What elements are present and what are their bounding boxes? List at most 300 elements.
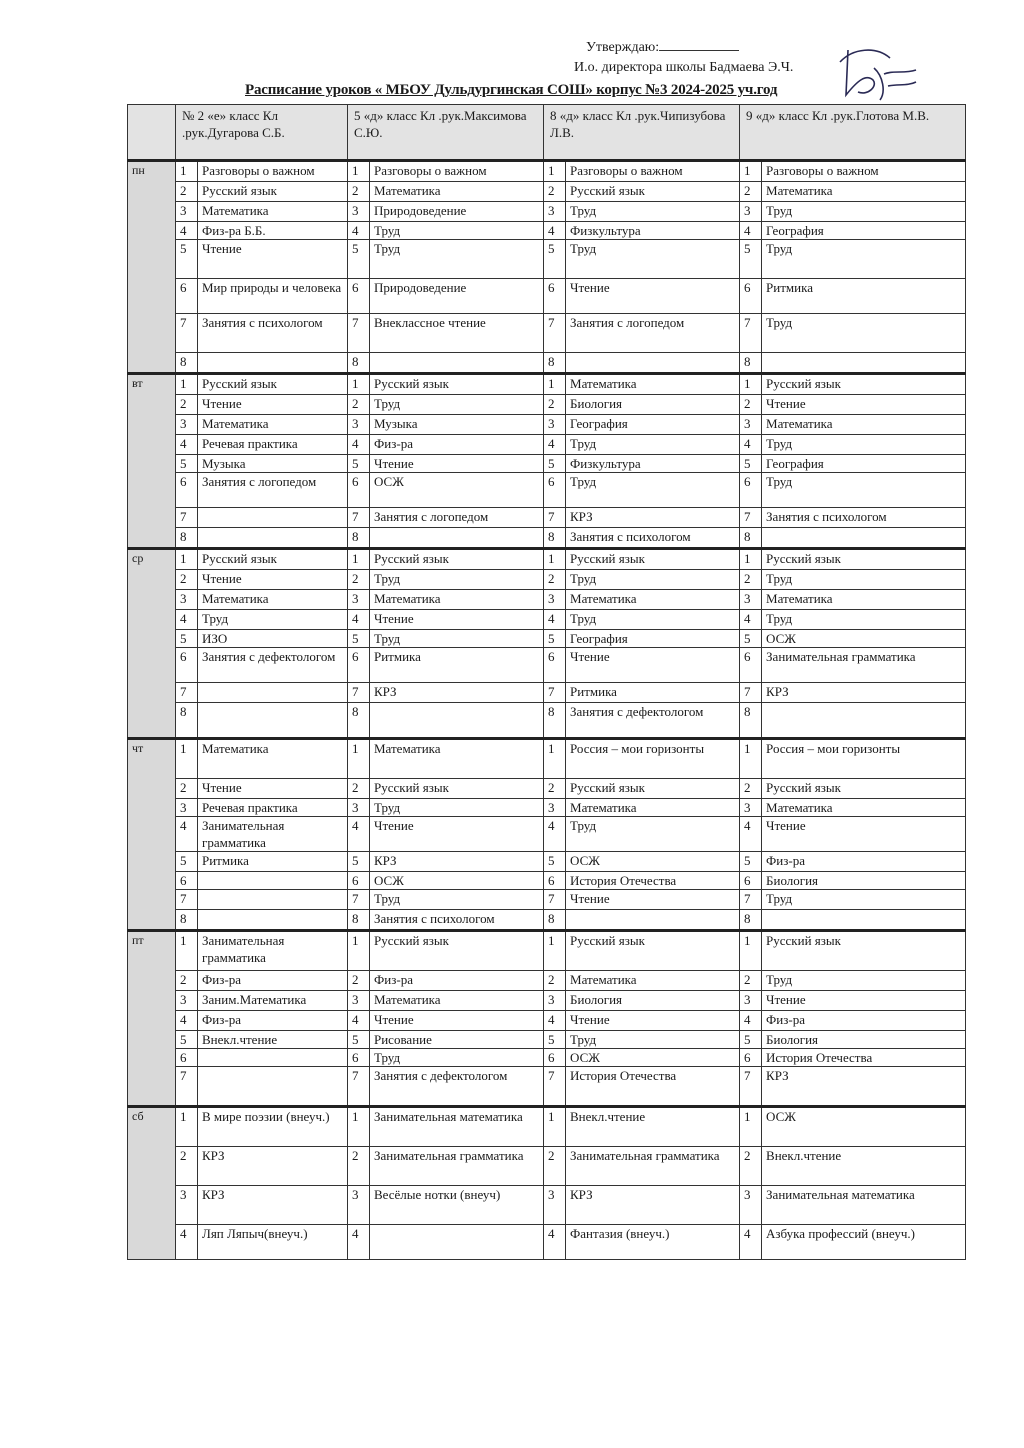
lesson-number: 2 xyxy=(740,1147,762,1186)
table-row xyxy=(128,240,966,279)
lesson-subject: Физ-ра xyxy=(762,852,966,872)
lesson-number: 2 xyxy=(348,971,370,991)
class-header-5d: 5 «д» класс Кл .рук.Максимова С.Ю. xyxy=(348,105,544,161)
lesson-subject: Русский язык xyxy=(370,931,544,971)
lesson-number: 5 xyxy=(176,852,198,872)
lesson-subject: Речевая практика xyxy=(198,435,348,455)
lesson-subject: Русский язык xyxy=(198,374,348,395)
lesson-number: 5 xyxy=(544,1031,566,1049)
class-header-8d: 8 «д» класс Кл .рук.Чипизубова Л.В. xyxy=(544,105,740,161)
approval-block xyxy=(574,38,793,78)
lesson-number: 4 xyxy=(740,610,762,630)
page-title: Расписание уроков « МБОУ Дульдургинская СОШ» корпус №3 2024-2025 уч.год xyxy=(245,82,778,98)
lesson-number: 7 xyxy=(176,890,198,910)
table-row xyxy=(128,279,966,314)
lesson-subject: Физ-ра xyxy=(762,1011,966,1031)
day-label: пт xyxy=(128,931,176,1107)
lesson-number: 2 xyxy=(176,779,198,799)
lesson-number: 5 xyxy=(348,1031,370,1049)
lesson-number: 4 xyxy=(176,610,198,630)
lesson-number: 2 xyxy=(740,395,762,415)
lesson-subject: Чтение xyxy=(370,817,544,852)
lesson-number: 7 xyxy=(740,683,762,703)
lesson-subject: Чтение xyxy=(566,890,740,910)
lesson-subject: КРЗ xyxy=(566,508,740,528)
lesson-number: 6 xyxy=(740,648,762,683)
lesson-number: 6 xyxy=(348,872,370,890)
lesson-subject: Труд xyxy=(566,610,740,630)
header-row xyxy=(128,105,966,161)
lesson-subject: КРЗ xyxy=(198,1186,348,1225)
lesson-subject xyxy=(566,910,740,931)
lesson-subject: Русский язык xyxy=(370,549,544,570)
table-row xyxy=(128,1067,966,1107)
table-row xyxy=(128,971,966,991)
lesson-number: 1 xyxy=(176,161,198,182)
lesson-subject: Чтение xyxy=(762,817,966,852)
table-row xyxy=(128,890,966,910)
lesson-number: 1 xyxy=(176,549,198,570)
lesson-subject: Занятия с дефектологом xyxy=(198,648,348,683)
lesson-subject xyxy=(370,1225,544,1260)
lesson-subject xyxy=(198,528,348,549)
lesson-number: 2 xyxy=(348,395,370,415)
lesson-number: 2 xyxy=(544,570,566,590)
lesson-subject: ОСЖ xyxy=(566,1049,740,1067)
lesson-number: 2 xyxy=(348,570,370,590)
lesson-subject xyxy=(198,1049,348,1067)
lesson-number: 1 xyxy=(348,161,370,182)
lesson-number: 6 xyxy=(740,872,762,890)
lesson-number: 1 xyxy=(544,549,566,570)
lesson-number: 2 xyxy=(544,779,566,799)
lesson-subject: КРЗ xyxy=(370,852,544,872)
lesson-subject: Занятия с психологом xyxy=(762,508,966,528)
lesson-number: 8 xyxy=(176,528,198,549)
lesson-subject: Математика xyxy=(566,590,740,610)
lesson-number: 8 xyxy=(740,528,762,549)
lesson-number: 6 xyxy=(348,648,370,683)
lesson-number: 3 xyxy=(348,590,370,610)
lesson-number: 7 xyxy=(740,890,762,910)
lesson-number: 4 xyxy=(348,435,370,455)
lesson-number: 3 xyxy=(544,1186,566,1225)
lesson-number: 4 xyxy=(544,817,566,852)
lesson-number: 7 xyxy=(544,314,566,353)
lesson-subject: Труд xyxy=(370,222,544,240)
lesson-number: 5 xyxy=(740,1031,762,1049)
table-row xyxy=(128,570,966,590)
lesson-number: 4 xyxy=(544,435,566,455)
lesson-subject: Труд xyxy=(566,240,740,279)
lesson-subject xyxy=(198,683,348,703)
lesson-subject: Чтение xyxy=(370,610,544,630)
lesson-subject: География xyxy=(762,455,966,473)
lesson-subject: Чтение xyxy=(762,991,966,1011)
lesson-number: 5 xyxy=(544,852,566,872)
lesson-number: 7 xyxy=(176,1067,198,1107)
lesson-subject: Физ-ра xyxy=(198,1011,348,1031)
lesson-subject: Математика xyxy=(566,374,740,395)
lesson-subject: Занятия с психологом xyxy=(370,910,544,931)
lesson-number: 3 xyxy=(348,202,370,222)
lesson-subject: Чтение xyxy=(762,395,966,415)
lesson-subject: Физкультура xyxy=(566,222,740,240)
schedule-body xyxy=(128,161,966,1260)
class-header-2e xyxy=(176,105,348,161)
lesson-number: 2 xyxy=(740,570,762,590)
lesson-number: 8 xyxy=(348,910,370,931)
lesson-subject: Физ-ра xyxy=(198,971,348,991)
lesson-number: 2 xyxy=(176,971,198,991)
table-row xyxy=(128,222,966,240)
lesson-subject xyxy=(762,910,966,931)
lesson-number: 6 xyxy=(544,279,566,314)
lesson-subject: Труд xyxy=(762,971,966,991)
lesson-subject: Чтение xyxy=(198,395,348,415)
lesson-number: 4 xyxy=(740,1011,762,1031)
lesson-subject: Труд xyxy=(370,630,544,648)
lesson-subject xyxy=(198,910,348,931)
lesson-number: 8 xyxy=(544,910,566,931)
lesson-number: 8 xyxy=(176,910,198,931)
table-row xyxy=(128,374,966,395)
table-row xyxy=(128,852,966,872)
lesson-number: 8 xyxy=(176,703,198,739)
lesson-number: 7 xyxy=(740,508,762,528)
lesson-number: 1 xyxy=(176,931,198,971)
lesson-number: 2 xyxy=(544,182,566,202)
lesson-subject xyxy=(198,890,348,910)
lesson-number: 6 xyxy=(348,473,370,508)
day-label: вт xyxy=(128,374,176,549)
lesson-subject: Россия – мои горизонты xyxy=(566,739,740,779)
lesson-number: 2 xyxy=(544,971,566,991)
lesson-subject: Математика xyxy=(566,971,740,991)
lesson-number: 5 xyxy=(544,455,566,473)
lesson-number: 5 xyxy=(740,630,762,648)
lesson-number: 5 xyxy=(740,455,762,473)
table-row xyxy=(128,1225,966,1260)
lesson-subject: Разговоры о важном xyxy=(370,161,544,182)
lesson-number: 3 xyxy=(740,415,762,435)
lesson-number: 6 xyxy=(348,1049,370,1067)
lesson-number: 1 xyxy=(176,374,198,395)
table-row xyxy=(128,991,966,1011)
lesson-number: 2 xyxy=(348,1147,370,1186)
lesson-number: 3 xyxy=(740,991,762,1011)
lesson-number: 5 xyxy=(348,630,370,648)
lesson-number: 1 xyxy=(348,739,370,779)
lesson-subject: Занятия с логопедом xyxy=(566,314,740,353)
lesson-subject: Труд xyxy=(566,817,740,852)
table-row xyxy=(128,435,966,455)
lesson-number: 2 xyxy=(740,182,762,202)
lesson-number: 5 xyxy=(348,455,370,473)
lesson-number: 7 xyxy=(544,508,566,528)
lesson-subject: Занятия с дефектологом xyxy=(370,1067,544,1107)
lesson-number: 7 xyxy=(176,314,198,353)
lesson-subject: Труд xyxy=(566,1031,740,1049)
table-row xyxy=(128,1186,966,1225)
lesson-number: 6 xyxy=(740,473,762,508)
lesson-subject: Биология xyxy=(762,872,966,890)
lesson-number: 3 xyxy=(544,415,566,435)
lesson-subject: Природоведение xyxy=(370,279,544,314)
lesson-subject: Труд xyxy=(370,799,544,817)
lesson-subject: КРЗ xyxy=(370,683,544,703)
lesson-number: 2 xyxy=(544,1147,566,1186)
lesson-subject: Труд xyxy=(566,473,740,508)
lesson-number: 8 xyxy=(348,703,370,739)
lesson-subject: Музыка xyxy=(370,415,544,435)
lesson-number: 4 xyxy=(740,222,762,240)
lesson-number: 7 xyxy=(348,890,370,910)
table-row xyxy=(128,779,966,799)
lesson-subject: Математика xyxy=(370,182,544,202)
lesson-number: 4 xyxy=(740,817,762,852)
lesson-number: 3 xyxy=(348,1186,370,1225)
lesson-subject: ОСЖ xyxy=(370,872,544,890)
lesson-number: 5 xyxy=(176,455,198,473)
lesson-subject: Россия – мои горизонты xyxy=(762,739,966,779)
lesson-subject: Русский язык xyxy=(762,374,966,395)
lesson-subject: Музыка xyxy=(198,455,348,473)
lesson-number: 3 xyxy=(348,799,370,817)
lesson-number: 3 xyxy=(544,799,566,817)
lesson-number: 2 xyxy=(544,395,566,415)
lesson-number: 6 xyxy=(176,872,198,890)
approval-director: И.о. директора школы Бадмаева Э.Ч. xyxy=(574,60,794,75)
table-row xyxy=(128,610,966,630)
lesson-subject: История Отечества xyxy=(566,1067,740,1107)
lesson-subject: Русский язык xyxy=(762,549,966,570)
lesson-subject: Труд xyxy=(762,314,966,353)
lesson-subject: Фантазия (внеуч.) xyxy=(566,1225,740,1260)
lesson-number: 3 xyxy=(176,202,198,222)
lesson-subject: Труд xyxy=(370,570,544,590)
lesson-subject: Труд xyxy=(370,1049,544,1067)
lesson-subject: Русский язык xyxy=(370,374,544,395)
lesson-subject: Разговоры о важном xyxy=(762,161,966,182)
lesson-subject: Занимательная грамматика xyxy=(370,1147,544,1186)
lesson-number: 6 xyxy=(544,473,566,508)
lesson-number: 5 xyxy=(176,630,198,648)
lesson-subject: ОСЖ xyxy=(762,1107,966,1147)
lesson-number: 4 xyxy=(544,610,566,630)
lesson-subject: Математика xyxy=(566,799,740,817)
lesson-subject: Физкультура xyxy=(566,455,740,473)
table-row xyxy=(128,931,966,971)
lesson-subject: Русский язык xyxy=(566,549,740,570)
day-label: сб xyxy=(128,1107,176,1260)
lesson-subject: Внекл.чтение xyxy=(566,1107,740,1147)
table-row xyxy=(128,1011,966,1031)
lesson-number: 8 xyxy=(176,353,198,374)
lesson-number: 3 xyxy=(544,991,566,1011)
lesson-subject xyxy=(370,528,544,549)
table-row xyxy=(128,683,966,703)
lesson-subject: География xyxy=(762,222,966,240)
lesson-number: 3 xyxy=(544,590,566,610)
lesson-subject: Чтение xyxy=(566,648,740,683)
table-row xyxy=(128,473,966,508)
table-row xyxy=(128,182,966,202)
lesson-subject: Математика xyxy=(198,739,348,779)
lesson-number: 4 xyxy=(740,1225,762,1260)
lesson-subject xyxy=(762,703,966,739)
lesson-subject: Труд xyxy=(762,890,966,910)
lesson-subject: Ритмика xyxy=(566,683,740,703)
lesson-number: 3 xyxy=(740,1186,762,1225)
lesson-subject: Русский язык xyxy=(566,182,740,202)
lesson-number: 1 xyxy=(348,1107,370,1147)
table-row xyxy=(128,703,966,739)
lesson-number: 4 xyxy=(176,1225,198,1260)
lesson-number: 8 xyxy=(544,353,566,374)
lesson-subject: Труд xyxy=(370,240,544,279)
table-row xyxy=(128,549,966,570)
lesson-subject xyxy=(198,1067,348,1107)
lesson-subject: Занятия с психологом xyxy=(198,314,348,353)
lesson-number: 4 xyxy=(176,435,198,455)
table-row xyxy=(128,872,966,890)
lesson-number: 5 xyxy=(348,852,370,872)
lesson-number: 1 xyxy=(740,549,762,570)
lesson-subject: Математика xyxy=(370,590,544,610)
lesson-subject: Математика xyxy=(198,590,348,610)
lesson-number: 4 xyxy=(176,222,198,240)
lesson-subject: Русский язык xyxy=(198,549,348,570)
lesson-number: 7 xyxy=(348,508,370,528)
lesson-number: 1 xyxy=(544,374,566,395)
lesson-subject: Внеклассное чтение xyxy=(370,314,544,353)
lesson-number: 5 xyxy=(176,240,198,279)
lesson-subject: Занятия с логопедом xyxy=(370,508,544,528)
lesson-subject: КРЗ xyxy=(566,1186,740,1225)
lesson-number: 1 xyxy=(348,549,370,570)
lesson-subject: КРЗ xyxy=(762,683,966,703)
lesson-subject: В мире поэзии (внеуч.) xyxy=(198,1107,348,1147)
lesson-subject: Ритмика xyxy=(198,852,348,872)
lesson-subject: Биология xyxy=(566,991,740,1011)
lesson-subject: КРЗ xyxy=(762,1067,966,1107)
lesson-subject: История Отечества xyxy=(762,1049,966,1067)
lesson-number: 5 xyxy=(544,240,566,279)
lesson-number: 2 xyxy=(176,182,198,202)
lesson-number: 6 xyxy=(544,648,566,683)
lesson-subject: Русский язык xyxy=(762,779,966,799)
table-row xyxy=(128,590,966,610)
lesson-number: 4 xyxy=(740,435,762,455)
table-row xyxy=(128,799,966,817)
lesson-number: 8 xyxy=(348,528,370,549)
table-row xyxy=(128,395,966,415)
lesson-subject: Ритмика xyxy=(370,648,544,683)
day-label: чт xyxy=(128,739,176,931)
lesson-number: 1 xyxy=(544,931,566,971)
lesson-number: 7 xyxy=(544,683,566,703)
lesson-number: 1 xyxy=(348,931,370,971)
lesson-number: 7 xyxy=(544,890,566,910)
lesson-subject: Занимательная грамматика xyxy=(762,648,966,683)
lesson-subject: Математика xyxy=(762,590,966,610)
lesson-subject xyxy=(198,508,348,528)
day-label: ср xyxy=(128,549,176,739)
lesson-subject: Труд xyxy=(762,435,966,455)
lesson-subject: Труд xyxy=(566,202,740,222)
lesson-subject: КРЗ xyxy=(198,1147,348,1186)
lesson-number: 3 xyxy=(176,1186,198,1225)
lesson-subject: Математика xyxy=(198,202,348,222)
lesson-subject: Чтение xyxy=(198,570,348,590)
lesson-number: 6 xyxy=(740,279,762,314)
lesson-subject xyxy=(198,353,348,374)
lesson-number: 4 xyxy=(348,222,370,240)
lesson-number: 6 xyxy=(176,473,198,508)
lesson-number: 1 xyxy=(348,374,370,395)
lesson-subject: Мир природы и человека xyxy=(198,279,348,314)
lesson-subject: Занятия с психологом xyxy=(566,528,740,549)
lesson-number: 4 xyxy=(348,610,370,630)
lesson-number: 5 xyxy=(544,630,566,648)
num-header: № xyxy=(182,108,195,123)
lesson-subject: Занимательная математика xyxy=(762,1186,966,1225)
lesson-subject: Русский язык xyxy=(370,779,544,799)
lesson-number: 1 xyxy=(544,1107,566,1147)
lesson-number: 7 xyxy=(740,1067,762,1107)
lesson-subject: Занимательная грамматика xyxy=(566,1147,740,1186)
table-row xyxy=(128,353,966,374)
lesson-number: 8 xyxy=(740,353,762,374)
lesson-number: 3 xyxy=(740,799,762,817)
lesson-number: 1 xyxy=(740,374,762,395)
signature-icon xyxy=(828,40,918,110)
lesson-subject: Занятия с логопедом xyxy=(198,473,348,508)
lesson-subject: Чтение xyxy=(566,279,740,314)
lesson-subject: Чтение xyxy=(198,240,348,279)
lesson-subject xyxy=(370,353,544,374)
lesson-subject: Внекл.чтение xyxy=(198,1031,348,1049)
lesson-subject: Занимательная грамматика xyxy=(198,817,348,852)
lesson-subject: Математика xyxy=(370,991,544,1011)
table-row xyxy=(128,1147,966,1186)
lesson-subject: Чтение xyxy=(566,1011,740,1031)
lesson-subject: Рисование xyxy=(370,1031,544,1049)
lesson-subject: Занимательная математика xyxy=(370,1107,544,1147)
schedule-table xyxy=(127,104,966,1260)
lesson-number: 5 xyxy=(740,852,762,872)
lesson-number: 2 xyxy=(740,779,762,799)
lesson-subject: Русский язык xyxy=(762,931,966,971)
lesson-subject: ОСЖ xyxy=(566,852,740,872)
lesson-subject xyxy=(762,528,966,549)
lesson-number: 3 xyxy=(740,590,762,610)
lesson-subject: Физ-ра xyxy=(370,971,544,991)
lesson-subject xyxy=(198,703,348,739)
lesson-subject: Биология xyxy=(762,1031,966,1049)
lesson-number: 2 xyxy=(348,182,370,202)
lesson-subject: Труд xyxy=(566,570,740,590)
lesson-subject: Математика xyxy=(198,415,348,435)
lesson-number: 2 xyxy=(176,395,198,415)
table-row xyxy=(128,161,966,182)
lesson-number: 6 xyxy=(348,279,370,314)
table-row xyxy=(128,648,966,683)
lesson-number: 1 xyxy=(740,739,762,779)
lesson-number: 8 xyxy=(544,528,566,549)
lesson-subject: Математика xyxy=(762,799,966,817)
